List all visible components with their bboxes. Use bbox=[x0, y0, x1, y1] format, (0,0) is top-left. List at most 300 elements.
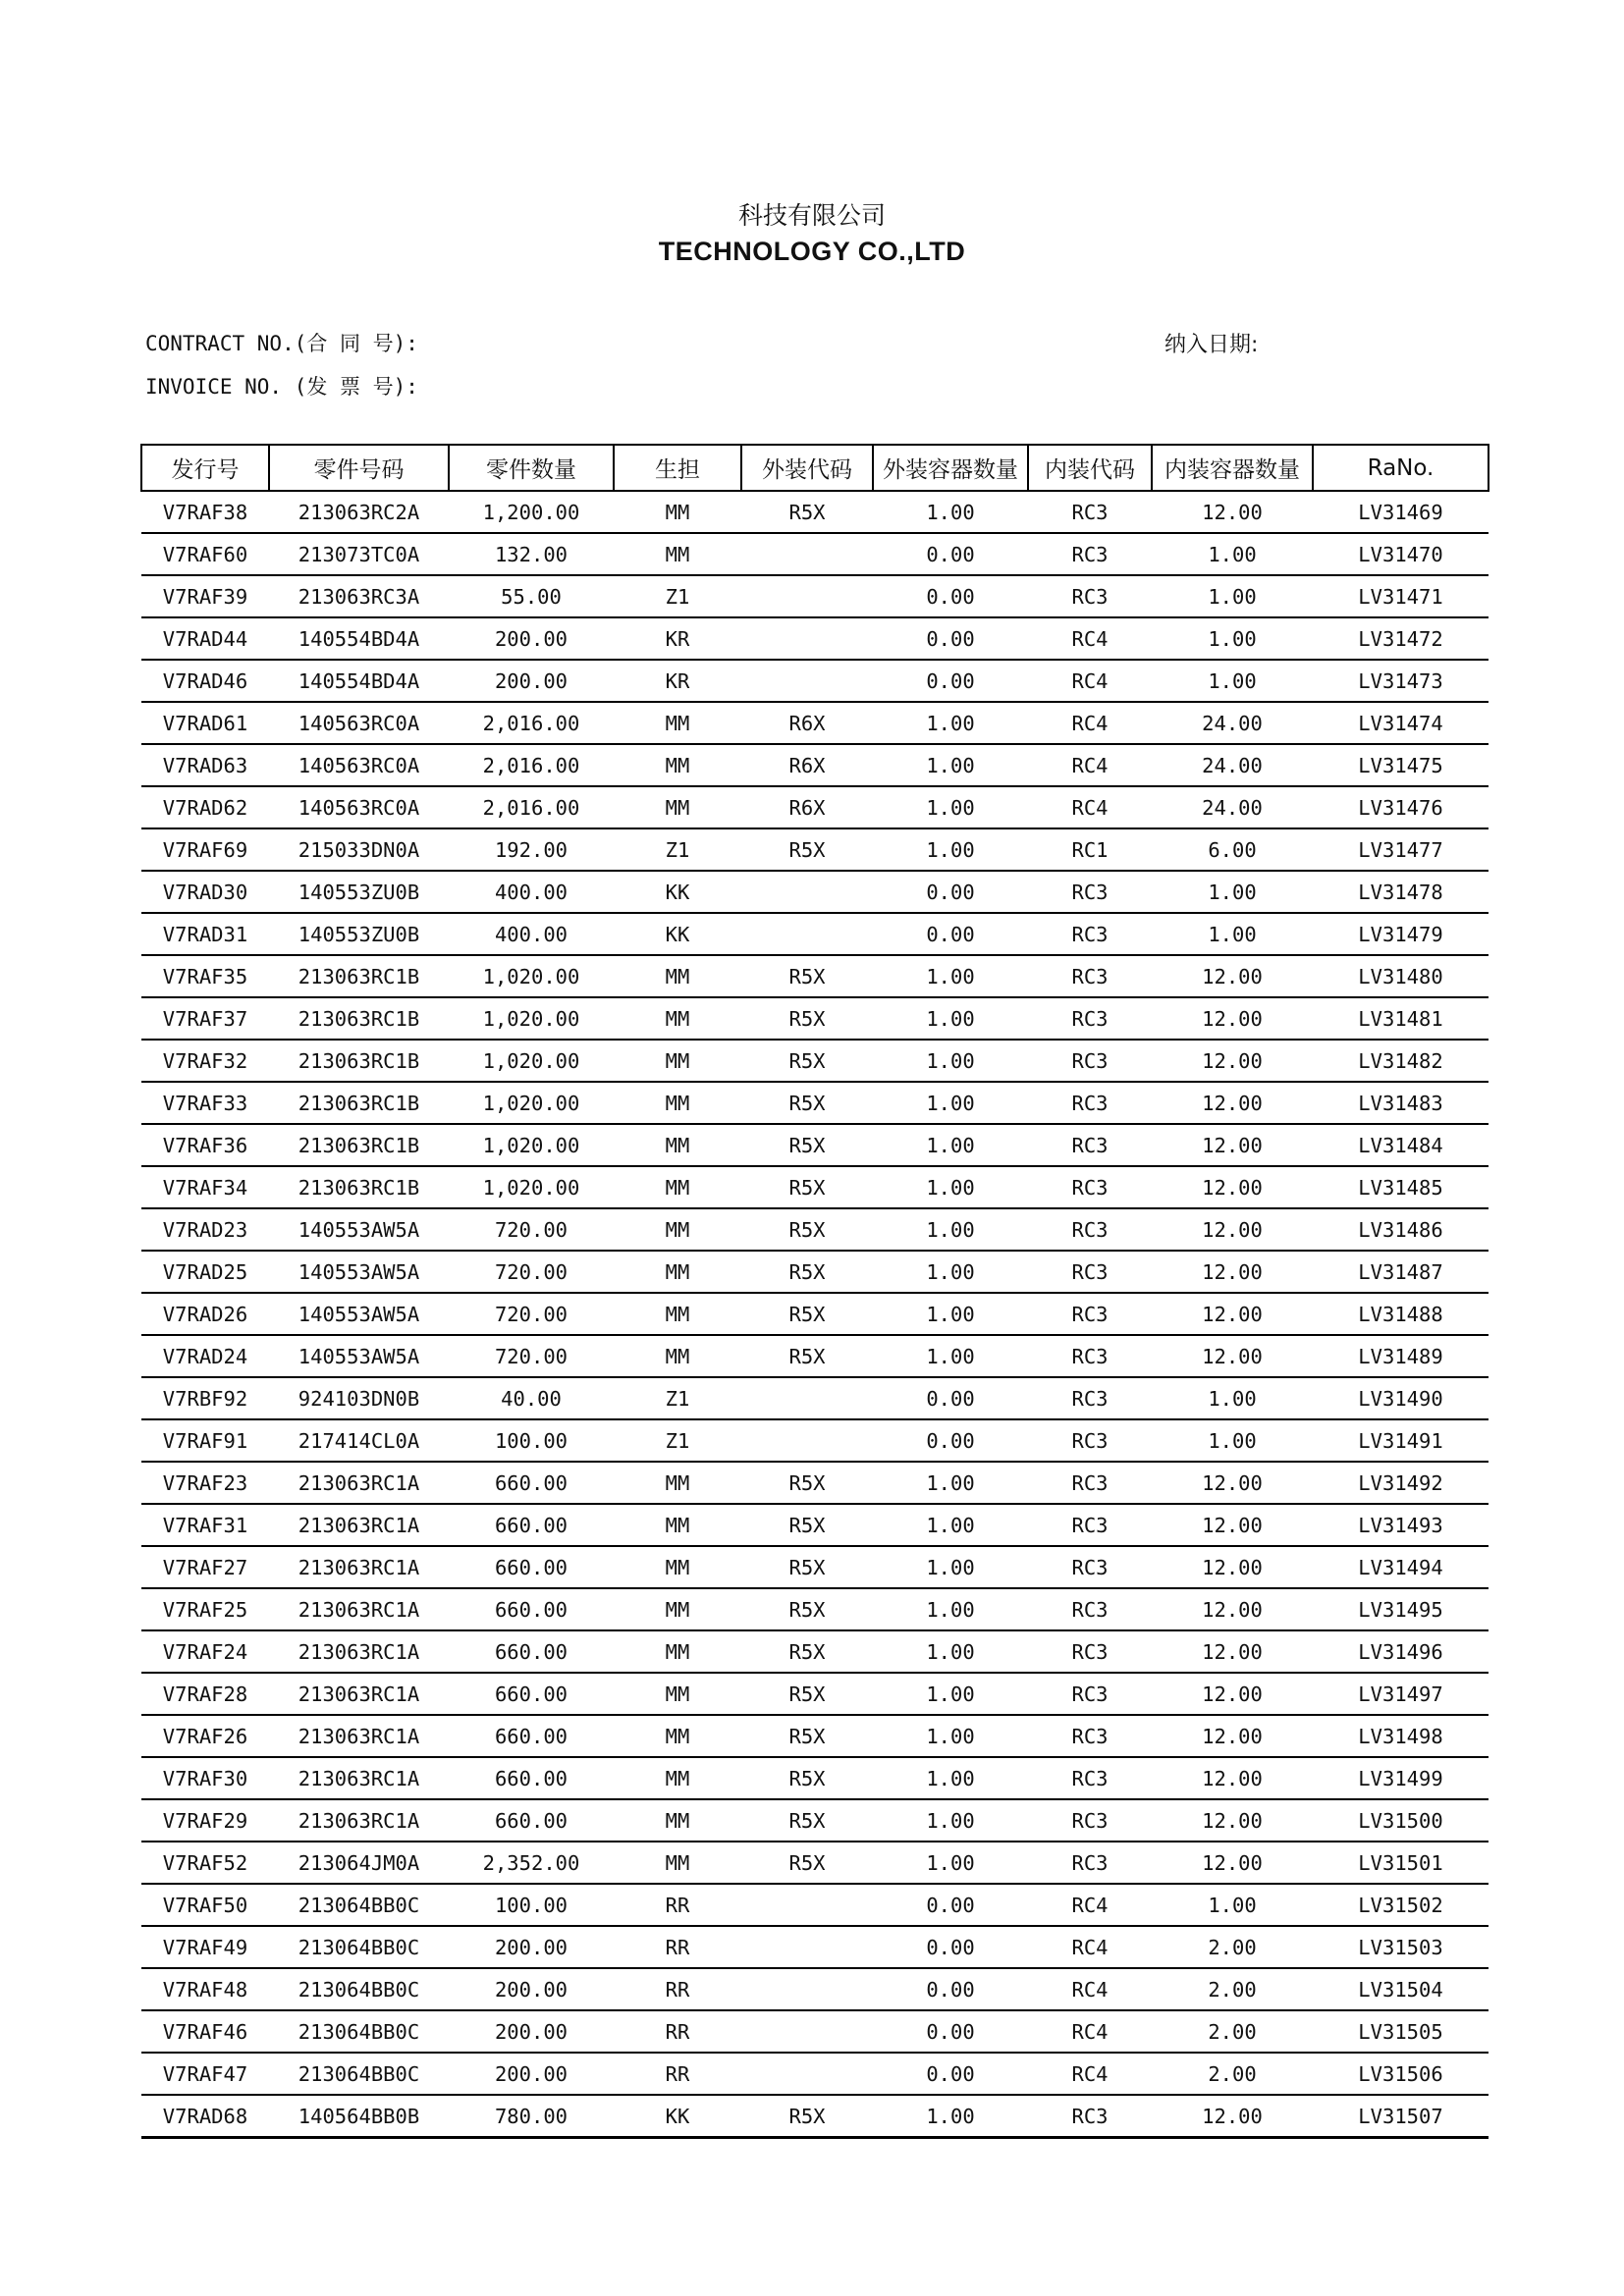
outer-container-qty-cell: 1.00 bbox=[873, 997, 1028, 1040]
ra-no-cell: LV31504 bbox=[1313, 1968, 1489, 2010]
ra-no-cell: LV31502 bbox=[1313, 1884, 1489, 1926]
inner-container-qty-cell: 12.00 bbox=[1152, 997, 1313, 1040]
responsible-cell: KR bbox=[614, 617, 741, 660]
issue-no-cell: V7RAD23 bbox=[141, 1208, 269, 1251]
issue-no-cell: V7RAF34 bbox=[141, 1166, 269, 1208]
part-quantity-cell: 1,020.00 bbox=[449, 997, 614, 1040]
outer-code-cell: R5X bbox=[741, 2095, 873, 2138]
issue-no-cell: V7RAD62 bbox=[141, 786, 269, 828]
part-quantity-cell: 2,352.00 bbox=[449, 1842, 614, 1884]
inner-code-cell: RC3 bbox=[1028, 1082, 1152, 1124]
responsible-cell: Z1 bbox=[614, 575, 741, 617]
issue-no-cell: V7RAF30 bbox=[141, 1757, 269, 1799]
outer-container-qty-cell: 1.00 bbox=[873, 1546, 1028, 1588]
outer-code-cell: R5X bbox=[741, 997, 873, 1040]
inner-code-cell: RC3 bbox=[1028, 913, 1152, 955]
outer-container-qty-cell: 1.00 bbox=[873, 1462, 1028, 1504]
responsible-cell: MM bbox=[614, 786, 741, 828]
inner-code-cell: RC3 bbox=[1028, 1124, 1152, 1166]
table-row bbox=[141, 1251, 1489, 1293]
table-row bbox=[141, 1462, 1489, 1504]
issue-no-cell: V7RAD30 bbox=[141, 871, 269, 913]
column-header-inner-container-qty: 内装容器数量 bbox=[1152, 445, 1313, 491]
part-number-cell: 213064BB0C bbox=[269, 1926, 449, 1968]
responsible-cell: MM bbox=[614, 744, 741, 786]
table-row bbox=[141, 1630, 1489, 1673]
issue-no-cell: V7RAD68 bbox=[141, 2095, 269, 2138]
ra-no-cell: LV31471 bbox=[1313, 575, 1489, 617]
outer-code-cell bbox=[741, 913, 873, 955]
outer-code-cell: R5X bbox=[741, 1251, 873, 1293]
part-number-cell: 213064JM0A bbox=[269, 1842, 449, 1884]
part-quantity-cell: 660.00 bbox=[449, 1546, 614, 1588]
column-header-inner-code: 内装代码 bbox=[1028, 445, 1152, 491]
outer-code-cell: R5X bbox=[741, 1715, 873, 1757]
part-quantity-cell: 2,016.00 bbox=[449, 702, 614, 744]
part-quantity-cell: 720.00 bbox=[449, 1251, 614, 1293]
table-row bbox=[141, 2095, 1489, 2138]
outer-code-cell: R5X bbox=[741, 1588, 873, 1630]
responsible-cell: MM bbox=[614, 1293, 741, 1335]
table-row bbox=[141, 1082, 1489, 1124]
ra-no-cell: LV31501 bbox=[1313, 1842, 1489, 1884]
column-header-responsible: 生担 bbox=[614, 445, 741, 491]
inner-container-qty-cell: 12.00 bbox=[1152, 2095, 1313, 2138]
responsible-cell: MM bbox=[614, 1588, 741, 1630]
outer-code-cell bbox=[741, 2053, 873, 2095]
ra-no-cell: LV31503 bbox=[1313, 1926, 1489, 1968]
table-row bbox=[141, 871, 1489, 913]
table-row bbox=[141, 786, 1489, 828]
inner-container-qty-cell: 1.00 bbox=[1152, 1884, 1313, 1926]
part-quantity-cell: 192.00 bbox=[449, 828, 614, 871]
issue-no-cell: V7RAF46 bbox=[141, 2010, 269, 2053]
issue-no-cell: V7RAF69 bbox=[141, 828, 269, 871]
table-row bbox=[141, 1293, 1489, 1335]
part-number-cell: 140553AW5A bbox=[269, 1251, 449, 1293]
part-quantity-cell: 660.00 bbox=[449, 1630, 614, 1673]
parts-table bbox=[140, 444, 1489, 2139]
part-quantity-cell: 400.00 bbox=[449, 913, 614, 955]
outer-code-cell: R6X bbox=[741, 786, 873, 828]
outer-code-cell: R5X bbox=[741, 1208, 873, 1251]
table-row bbox=[141, 702, 1489, 744]
ra-no-cell: LV31507 bbox=[1313, 2095, 1489, 2138]
outer-code-cell: R6X bbox=[741, 702, 873, 744]
inner-code-cell: RC1 bbox=[1028, 828, 1152, 871]
inner-code-cell: RC3 bbox=[1028, 1799, 1152, 1842]
outer-container-qty-cell: 1.00 bbox=[873, 491, 1028, 533]
table-row bbox=[141, 1673, 1489, 1715]
part-number-cell: 213063RC1B bbox=[269, 997, 449, 1040]
responsible-cell: KK bbox=[614, 2095, 741, 2138]
outer-code-cell bbox=[741, 1968, 873, 2010]
part-number-cell: 140553AW5A bbox=[269, 1335, 449, 1377]
table-row bbox=[141, 1968, 1489, 2010]
issue-no-cell: V7RAF31 bbox=[141, 1504, 269, 1546]
outer-code-cell: R5X bbox=[741, 1842, 873, 1884]
part-number-cell: 140563RC0A bbox=[269, 744, 449, 786]
inner-container-qty-cell: 12.00 bbox=[1152, 1293, 1313, 1335]
inner-code-cell: RC3 bbox=[1028, 575, 1152, 617]
ra-no-cell: LV31489 bbox=[1313, 1335, 1489, 1377]
part-number-cell: 140553ZU0B bbox=[269, 913, 449, 955]
inner-container-qty-cell: 2.00 bbox=[1152, 1968, 1313, 2010]
outer-container-qty-cell: 1.00 bbox=[873, 1040, 1028, 1082]
issue-no-cell: V7RAF60 bbox=[141, 533, 269, 575]
outer-container-qty-cell: 0.00 bbox=[873, 913, 1028, 955]
part-number-cell: 213064BB0C bbox=[269, 2053, 449, 2095]
part-quantity-cell: 2,016.00 bbox=[449, 786, 614, 828]
inner-container-qty-cell: 1.00 bbox=[1152, 533, 1313, 575]
inner-code-cell: RC3 bbox=[1028, 871, 1152, 913]
part-number-cell: 215033DN0A bbox=[269, 828, 449, 871]
outer-container-qty-cell: 0.00 bbox=[873, 2053, 1028, 2095]
responsible-cell: MM bbox=[614, 1335, 741, 1377]
table-row bbox=[141, 744, 1489, 786]
responsible-cell: RR bbox=[614, 1926, 741, 1968]
inner-code-cell: RC4 bbox=[1028, 702, 1152, 744]
ra-no-cell: LV31496 bbox=[1313, 1630, 1489, 1673]
part-quantity-cell: 200.00 bbox=[449, 1968, 614, 2010]
ra-no-cell: LV31474 bbox=[1313, 702, 1489, 744]
outer-container-qty-cell: 1.00 bbox=[873, 786, 1028, 828]
inner-code-cell: RC3 bbox=[1028, 1251, 1152, 1293]
inner-container-qty-cell: 6.00 bbox=[1152, 828, 1313, 871]
part-quantity-cell: 660.00 bbox=[449, 1715, 614, 1757]
part-number-cell: 140563RC0A bbox=[269, 786, 449, 828]
inner-container-qty-cell: 12.00 bbox=[1152, 1040, 1313, 1082]
part-quantity-cell: 720.00 bbox=[449, 1208, 614, 1251]
part-number-cell: 140563RC0A bbox=[269, 702, 449, 744]
ra-no-cell: LV31480 bbox=[1313, 955, 1489, 997]
inner-code-cell: RC3 bbox=[1028, 1040, 1152, 1082]
issue-no-cell: V7RAF27 bbox=[141, 1546, 269, 1588]
outer-code-cell: R5X bbox=[741, 1166, 873, 1208]
ra-no-cell: LV31499 bbox=[1313, 1757, 1489, 1799]
responsible-cell: Z1 bbox=[614, 1419, 741, 1462]
ra-no-cell: LV31491 bbox=[1313, 1419, 1489, 1462]
issue-no-cell: V7RAF38 bbox=[141, 491, 269, 533]
inner-container-qty-cell: 12.00 bbox=[1152, 1588, 1313, 1630]
issue-no-cell: V7RAF32 bbox=[141, 1040, 269, 1082]
ra-no-cell: LV31475 bbox=[1313, 744, 1489, 786]
part-quantity-cell: 660.00 bbox=[449, 1673, 614, 1715]
ra-no-cell: LV31494 bbox=[1313, 1546, 1489, 1588]
responsible-cell: MM bbox=[614, 1166, 741, 1208]
responsible-cell: MM bbox=[614, 1546, 741, 1588]
inner-container-qty-cell: 12.00 bbox=[1152, 955, 1313, 997]
table-row bbox=[141, 1504, 1489, 1546]
inner-container-qty-cell: 12.00 bbox=[1152, 1166, 1313, 1208]
outer-code-cell bbox=[741, 871, 873, 913]
issue-no-cell: V7RAF25 bbox=[141, 1588, 269, 1630]
table-row bbox=[141, 660, 1489, 702]
column-header-ra-no: RaNo. bbox=[1313, 445, 1489, 491]
responsible-cell: MM bbox=[614, 702, 741, 744]
outer-code-cell bbox=[741, 2010, 873, 2053]
inner-code-cell: RC4 bbox=[1028, 2010, 1152, 2053]
inner-code-cell: RC3 bbox=[1028, 1335, 1152, 1377]
part-quantity-cell: 660.00 bbox=[449, 1799, 614, 1842]
inner-container-qty-cell: 12.00 bbox=[1152, 1208, 1313, 1251]
table-row bbox=[141, 2053, 1489, 2095]
table-row bbox=[141, 1166, 1489, 1208]
responsible-cell: KK bbox=[614, 871, 741, 913]
inner-code-cell: RC3 bbox=[1028, 1842, 1152, 1884]
inner-code-cell: RC3 bbox=[1028, 1462, 1152, 1504]
ra-no-cell: LV31490 bbox=[1313, 1377, 1489, 1419]
outer-code-cell: R5X bbox=[741, 1293, 873, 1335]
outer-container-qty-cell: 1.00 bbox=[873, 828, 1028, 871]
outer-code-cell: R5X bbox=[741, 1462, 873, 1504]
ra-no-cell: LV31472 bbox=[1313, 617, 1489, 660]
issue-no-cell: V7RAF49 bbox=[141, 1926, 269, 1968]
part-number-cell: 140554BD4A bbox=[269, 617, 449, 660]
issue-no-cell: V7RAF47 bbox=[141, 2053, 269, 2095]
responsible-cell: MM bbox=[614, 1462, 741, 1504]
inner-container-qty-cell: 12.00 bbox=[1152, 491, 1313, 533]
responsible-cell: MM bbox=[614, 1251, 741, 1293]
part-quantity-cell: 200.00 bbox=[449, 1926, 614, 1968]
part-quantity-cell: 400.00 bbox=[449, 871, 614, 913]
table-header-row bbox=[141, 445, 1489, 491]
ra-no-cell: LV31469 bbox=[1313, 491, 1489, 533]
responsible-cell: RR bbox=[614, 1968, 741, 2010]
outer-code-cell bbox=[741, 617, 873, 660]
part-quantity-cell: 100.00 bbox=[449, 1419, 614, 1462]
issue-no-cell: V7RBF92 bbox=[141, 1377, 269, 1419]
inner-code-cell: RC3 bbox=[1028, 997, 1152, 1040]
outer-code-cell: R5X bbox=[741, 1673, 873, 1715]
outer-code-cell: R6X bbox=[741, 744, 873, 786]
part-quantity-cell: 1,020.00 bbox=[449, 1166, 614, 1208]
inner-code-cell: RC4 bbox=[1028, 2053, 1152, 2095]
outer-container-qty-cell: 1.00 bbox=[873, 955, 1028, 997]
outer-code-cell: R5X bbox=[741, 828, 873, 871]
outer-container-qty-cell: 1.00 bbox=[873, 1757, 1028, 1799]
inner-container-qty-cell: 1.00 bbox=[1152, 913, 1313, 955]
inner-container-qty-cell: 12.00 bbox=[1152, 1799, 1313, 1842]
part-quantity-cell: 1,200.00 bbox=[449, 491, 614, 533]
table-row bbox=[141, 1588, 1489, 1630]
part-number-cell: 213064BB0C bbox=[269, 1968, 449, 2010]
issue-no-cell: V7RAF50 bbox=[141, 1884, 269, 1926]
issue-no-cell: V7RAD44 bbox=[141, 617, 269, 660]
outer-container-qty-cell: 1.00 bbox=[873, 1293, 1028, 1335]
part-number-cell: 213063RC1A bbox=[269, 1757, 449, 1799]
ra-no-cell: LV31506 bbox=[1313, 2053, 1489, 2095]
outer-container-qty-cell: 1.00 bbox=[873, 1504, 1028, 1546]
responsible-cell: KK bbox=[614, 913, 741, 955]
outer-container-qty-cell: 1.00 bbox=[873, 702, 1028, 744]
table-row bbox=[141, 1040, 1489, 1082]
inner-container-qty-cell: 2.00 bbox=[1152, 1926, 1313, 1968]
outer-code-cell bbox=[741, 660, 873, 702]
responsible-cell: MM bbox=[614, 1208, 741, 1251]
part-number-cell: 213063RC2A bbox=[269, 491, 449, 533]
ra-no-cell: LV31473 bbox=[1313, 660, 1489, 702]
inner-container-qty-cell: 12.00 bbox=[1152, 1082, 1313, 1124]
issue-no-cell: V7RAD31 bbox=[141, 913, 269, 955]
responsible-cell: MM bbox=[614, 1673, 741, 1715]
outer-container-qty-cell: 0.00 bbox=[873, 2010, 1028, 2053]
responsible-cell: MM bbox=[614, 1799, 741, 1842]
issue-no-cell: V7RAF24 bbox=[141, 1630, 269, 1673]
responsible-cell: Z1 bbox=[614, 1377, 741, 1419]
ra-no-cell: LV31505 bbox=[1313, 2010, 1489, 2053]
column-header-part-number: 零件号码 bbox=[269, 445, 449, 491]
inner-code-cell: RC3 bbox=[1028, 1546, 1152, 1588]
table-row bbox=[141, 1124, 1489, 1166]
outer-container-qty-cell: 1.00 bbox=[873, 1673, 1028, 1715]
part-number-cell: 213063RC1B bbox=[269, 955, 449, 997]
ra-no-cell: LV31486 bbox=[1313, 1208, 1489, 1251]
part-number-cell: 213063RC1B bbox=[269, 1082, 449, 1124]
outer-container-qty-cell: 0.00 bbox=[873, 1968, 1028, 2010]
table-row bbox=[141, 1335, 1489, 1377]
outer-container-qty-cell: 1.00 bbox=[873, 744, 1028, 786]
outer-code-cell: R5X bbox=[741, 1082, 873, 1124]
ra-no-cell: LV31500 bbox=[1313, 1799, 1489, 1842]
inner-code-cell: RC4 bbox=[1028, 1926, 1152, 1968]
responsible-cell: MM bbox=[614, 1040, 741, 1082]
inner-container-qty-cell: 1.00 bbox=[1152, 575, 1313, 617]
part-quantity-cell: 55.00 bbox=[449, 575, 614, 617]
table-row bbox=[141, 1419, 1489, 1462]
outer-container-qty-cell: 0.00 bbox=[873, 660, 1028, 702]
outer-container-qty-cell: 0.00 bbox=[873, 617, 1028, 660]
outer-container-qty-cell: 0.00 bbox=[873, 871, 1028, 913]
table-row bbox=[141, 955, 1489, 997]
part-number-cell: 140553AW5A bbox=[269, 1208, 449, 1251]
part-quantity-cell: 780.00 bbox=[449, 2095, 614, 2138]
part-number-cell: 924103DN0B bbox=[269, 1377, 449, 1419]
outer-code-cell bbox=[741, 1884, 873, 1926]
outer-code-cell: R5X bbox=[741, 1124, 873, 1166]
part-number-cell: 213063RC1A bbox=[269, 1546, 449, 1588]
outer-container-qty-cell: 0.00 bbox=[873, 533, 1028, 575]
table-row bbox=[141, 1799, 1489, 1842]
inner-container-qty-cell: 2.00 bbox=[1152, 2053, 1313, 2095]
issue-no-cell: V7RAD24 bbox=[141, 1335, 269, 1377]
part-number-cell: 213063RC1A bbox=[269, 1715, 449, 1757]
part-number-cell: 213063RC1B bbox=[269, 1040, 449, 1082]
part-number-cell: 213063RC1B bbox=[269, 1124, 449, 1166]
outer-container-qty-cell: 1.00 bbox=[873, 1166, 1028, 1208]
inner-code-cell: RC3 bbox=[1028, 1293, 1152, 1335]
responsible-cell: RR bbox=[614, 1884, 741, 1926]
part-number-cell: 213073TC0A bbox=[269, 533, 449, 575]
inner-code-cell: RC4 bbox=[1028, 744, 1152, 786]
ra-no-cell: LV31497 bbox=[1313, 1673, 1489, 1715]
ra-no-cell: LV31483 bbox=[1313, 1082, 1489, 1124]
outer-container-qty-cell: 1.00 bbox=[873, 1208, 1028, 1251]
outer-code-cell: R5X bbox=[741, 1757, 873, 1799]
responsible-cell: MM bbox=[614, 955, 741, 997]
table-row bbox=[141, 575, 1489, 617]
inner-code-cell: RC3 bbox=[1028, 1673, 1152, 1715]
part-quantity-cell: 660.00 bbox=[449, 1462, 614, 1504]
ra-no-cell: LV31493 bbox=[1313, 1504, 1489, 1546]
table-row bbox=[141, 617, 1489, 660]
company-name-en: TECHNOLOGY CO.,LTD bbox=[658, 237, 966, 266]
inner-code-cell: RC3 bbox=[1028, 1166, 1152, 1208]
responsible-cell: MM bbox=[614, 1124, 741, 1166]
ra-no-cell: LV31495 bbox=[1313, 1588, 1489, 1630]
part-quantity-cell: 720.00 bbox=[449, 1335, 614, 1377]
inner-container-qty-cell: 12.00 bbox=[1152, 1335, 1313, 1377]
inner-container-qty-cell: 2.00 bbox=[1152, 2010, 1313, 2053]
ra-no-cell: LV31479 bbox=[1313, 913, 1489, 955]
table-row bbox=[141, 533, 1489, 575]
outer-container-qty-cell: 0.00 bbox=[873, 1377, 1028, 1419]
issue-no-cell: V7RAF23 bbox=[141, 1462, 269, 1504]
issue-no-cell: V7RAF28 bbox=[141, 1673, 269, 1715]
issue-no-cell: V7RAD63 bbox=[141, 744, 269, 786]
responsible-cell: MM bbox=[614, 533, 741, 575]
company-name-cn: 科技有限公司 bbox=[737, 201, 886, 230]
part-quantity-cell: 660.00 bbox=[449, 1757, 614, 1799]
part-number-cell: 213063RC1A bbox=[269, 1462, 449, 1504]
inner-code-cell: RC3 bbox=[1028, 1377, 1152, 1419]
part-quantity-cell: 200.00 bbox=[449, 2053, 614, 2095]
inner-container-qty-cell: 12.00 bbox=[1152, 1546, 1313, 1588]
inner-code-cell: RC4 bbox=[1028, 1884, 1152, 1926]
outer-code-cell bbox=[741, 1377, 873, 1419]
column-header-outer-container-qty: 外装容器数量 bbox=[873, 445, 1028, 491]
ra-no-cell: LV31477 bbox=[1313, 828, 1489, 871]
ra-no-cell: LV31485 bbox=[1313, 1166, 1489, 1208]
table-row bbox=[141, 1842, 1489, 1884]
responsible-cell: RR bbox=[614, 2053, 741, 2095]
column-header-issue-no: 发行号 bbox=[141, 445, 269, 491]
delivery-date-label: 纳入日期: bbox=[1164, 333, 1259, 357]
part-quantity-cell: 660.00 bbox=[449, 1504, 614, 1546]
table-row bbox=[141, 828, 1489, 871]
outer-code-cell: R5X bbox=[741, 1040, 873, 1082]
inner-container-qty-cell: 12.00 bbox=[1152, 1757, 1313, 1799]
issue-no-cell: V7RAF36 bbox=[141, 1124, 269, 1166]
outer-code-cell bbox=[741, 575, 873, 617]
part-number-cell: 213063RC1A bbox=[269, 1799, 449, 1842]
outer-code-cell: R5X bbox=[741, 955, 873, 997]
issue-no-cell: V7RAF35 bbox=[141, 955, 269, 997]
table-row bbox=[141, 491, 1489, 533]
inner-container-qty-cell: 1.00 bbox=[1152, 617, 1313, 660]
inner-code-cell: RC3 bbox=[1028, 491, 1152, 533]
issue-no-cell: V7RAF29 bbox=[141, 1799, 269, 1842]
outer-code-cell: R5X bbox=[741, 491, 873, 533]
responsible-cell: Z1 bbox=[614, 828, 741, 871]
responsible-cell: MM bbox=[614, 997, 741, 1040]
outer-container-qty-cell: 1.00 bbox=[873, 1715, 1028, 1757]
responsible-cell: MM bbox=[614, 1630, 741, 1673]
part-quantity-cell: 1,020.00 bbox=[449, 1040, 614, 1082]
part-number-cell: 213063RC1B bbox=[269, 1166, 449, 1208]
inner-code-cell: RC4 bbox=[1028, 786, 1152, 828]
issue-no-cell: V7RAF52 bbox=[141, 1842, 269, 1884]
table-row bbox=[141, 1208, 1489, 1251]
ra-no-cell: LV31492 bbox=[1313, 1462, 1489, 1504]
part-quantity-cell: 720.00 bbox=[449, 1293, 614, 1335]
outer-container-qty-cell: 0.00 bbox=[873, 1884, 1028, 1926]
issue-no-cell: V7RAF91 bbox=[141, 1419, 269, 1462]
inner-container-qty-cell: 12.00 bbox=[1152, 1630, 1313, 1673]
part-quantity-cell: 2,016.00 bbox=[449, 744, 614, 786]
part-quantity-cell: 200.00 bbox=[449, 2010, 614, 2053]
inner-container-qty-cell: 1.00 bbox=[1152, 1377, 1313, 1419]
